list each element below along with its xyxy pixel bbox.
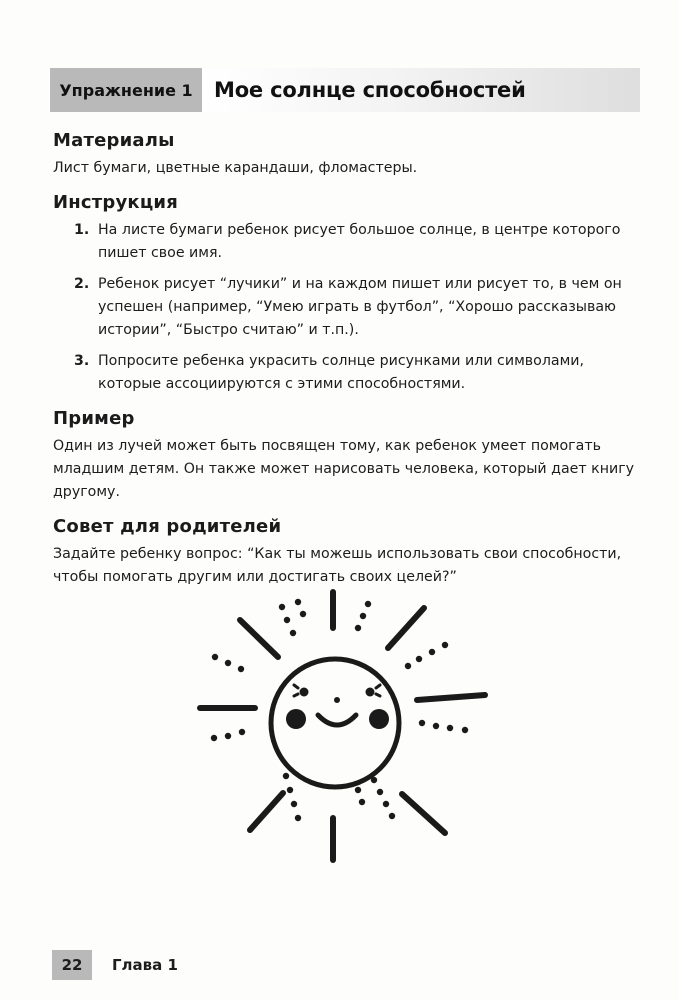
sun-ray [388, 608, 424, 648]
page-number: 22 [52, 950, 92, 980]
instruction-step [74, 273, 641, 342]
instructions-heading: Инструкция [53, 192, 178, 213]
materials-section [53, 130, 641, 180]
materials-text: Лист бумаги, цветные карандаши, фломастеры. [53, 160, 418, 176]
sun-ray [417, 695, 485, 700]
advice-section [53, 516, 641, 589]
materials-heading: Материалы [53, 130, 175, 151]
example-text: Один из лучей может быть посвящен тому, как ребенок умеет помогать младшим детям. Он также может нарисовать человека, который дает книгу другому. [53, 438, 635, 500]
instruction-step [74, 219, 641, 265]
example-section [53, 408, 641, 504]
sun-ray [250, 793, 283, 830]
advice-heading: Совет для родителей [53, 516, 282, 537]
sun-illustration [190, 580, 500, 880]
step-number: 2. [74, 276, 90, 292]
advice-text: Задайте ребенку вопрос: “Как ты можешь использовать свои способности, чтобы помогать другим или достигать своих целей?” [53, 546, 622, 585]
instructions-section [53, 192, 641, 396]
chapter-label: Глава 1 [112, 956, 178, 974]
sun-ray [240, 620, 278, 657]
exercise-title: Мое солнце способностей [202, 68, 640, 112]
instructions-list [53, 219, 641, 396]
step-text: На листе бумаги ребенок рисует большое солнце, в центре которого пишет свое имя. [98, 222, 621, 261]
page-footer [52, 950, 178, 980]
step-text: Ребенок рисует “лучики” и на каждом пишет или рисует то, в чем он успешен (например, “Умею играть в футбол”, “Хорошо рассказываю истории”, “Быстро считаю” и т.п.). [98, 276, 622, 338]
step-text: Попросите ребенка украсить солнце рисунками или символами, которые ассоциируются с этими способностями. [98, 353, 585, 392]
instruction-step [74, 350, 641, 396]
sun-ray [402, 794, 445, 833]
step-number: 3. [74, 353, 90, 369]
sun-face-features [286, 685, 389, 729]
exercise-label: Упражнение 1 [50, 68, 202, 112]
example-heading: Пример [53, 408, 135, 429]
page-content [53, 130, 641, 589]
step-number: 1. [74, 222, 90, 238]
exercise-title-bar [50, 68, 640, 112]
